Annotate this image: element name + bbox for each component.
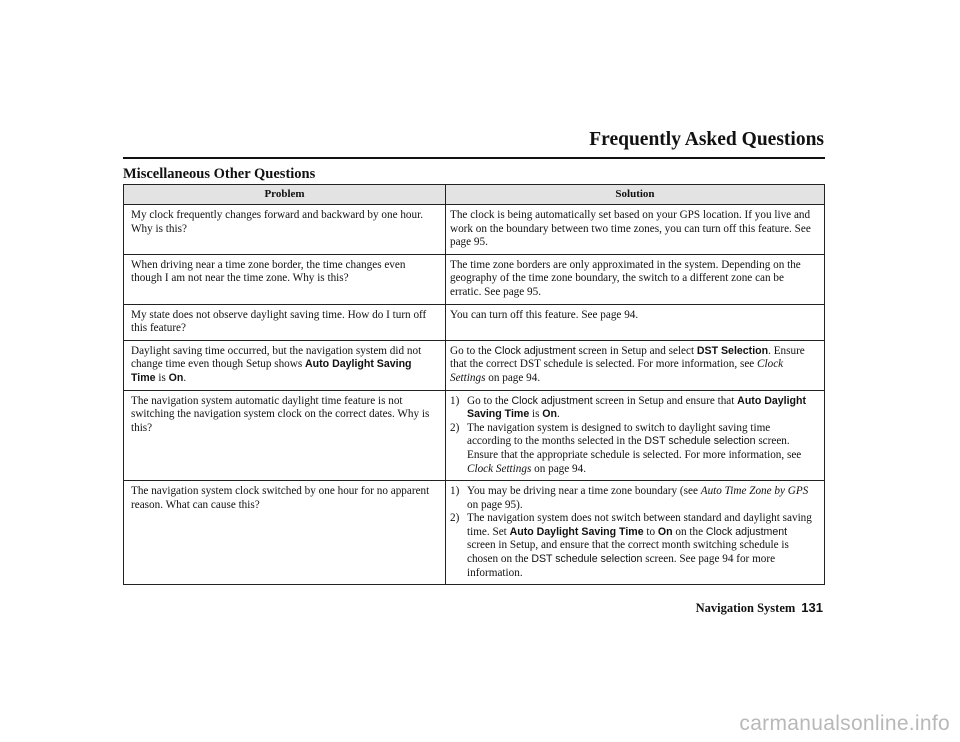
table-row	[124, 205, 824, 255]
setting-value: On	[542, 408, 557, 421]
footer-label: Navigation System	[695, 601, 796, 615]
solution-cell: Go to the Clock adjustment screen in Setup and select DST Selection. Ensure that the correct DST schedule is selected. For more information, see Clock Settings on page 94.	[450, 344, 805, 384]
screen-name: Clock adjustment	[511, 394, 593, 407]
solution-column-header: Solution	[615, 187, 655, 200]
site-watermark: carmanualsonline.info	[739, 712, 950, 735]
solution-cell: The time zone borders are only approximated in the system. Depending on the geography of the time zone boundary, the switch to a different zone can be erratic. See page 95.	[450, 258, 801, 298]
table-row	[124, 481, 824, 584]
screen-name: DST schedule selection	[531, 553, 643, 566]
faq-table	[123, 184, 825, 585]
solution-cell: You can turn off this feature. See page 94.	[450, 308, 639, 321]
screen-name: DST schedule selection	[644, 435, 756, 448]
table-row	[124, 305, 824, 341]
table-header-row	[124, 185, 824, 205]
setting-value: On	[168, 371, 184, 384]
solution-cell: The clock is being automatically set based on your GPS location. If you live and work on the boundary between two time zones, you can turn off this feature. See page 95.	[450, 209, 811, 249]
problem-cell: When driving near a time zone border, the time changes even though I am not near the time zone. Why is this?	[124, 255, 446, 304]
page-footer	[696, 600, 823, 616]
problem-column-header: Problem	[124, 185, 446, 204]
cross-reference: Clock Settings	[450, 358, 784, 384]
menu-option: DST Selection	[696, 344, 769, 357]
problem-cell: My state does not observe daylight saving time. How do I turn off this feature?	[124, 305, 446, 340]
screen-name: Clock adjustment	[705, 525, 788, 538]
header-divider	[123, 157, 825, 159]
page-number: 131	[801, 600, 823, 615]
setting-name: Auto Daylight Saving Time	[131, 358, 412, 384]
problem-cell: My clock frequently changes forward and backward by one hour. Why is this?	[124, 205, 446, 254]
list-item: 1) You may be driving near a time zone boundary (see Auto Time Zone by GPS on page 95).	[450, 485, 809, 511]
table-row	[124, 255, 824, 305]
page-header-title: Frequently Asked Questions	[589, 129, 824, 150]
cross-reference: Auto Time Zone by GPS	[700, 485, 809, 498]
setting-name: Auto Daylight Saving Time	[509, 525, 644, 538]
list-item: 1) Go to the Clock adjustment screen in Setup and ensure that Auto Daylight Saving Time is On.	[450, 394, 807, 421]
cross-reference: Clock Settings	[467, 462, 532, 475]
table-row	[124, 391, 824, 482]
section-title: Miscellaneous Other Questions	[123, 166, 316, 182]
table-row	[124, 341, 824, 391]
problem-cell: The navigation system clock switched by one hour for no apparent reason. What can cause this?	[124, 481, 446, 584]
setting-name: Auto Daylight Saving Time	[467, 394, 807, 421]
solution-cell	[446, 391, 824, 481]
problem-cell: Daylight saving time occurred, but the navigation system did not change time even though Setup shows Auto Daylight Saving Time is On.	[124, 341, 446, 390]
setting-value: On	[657, 525, 673, 538]
list-item: 2) The navigation system does not switch between standard and daylight saving time. Set Auto Daylight Saving Time to On on the Clock adjustment screen in Setup, and ensure that the correct month switching schedule is chosen on the DST schedule selection screen. See page 94 for more information.	[450, 512, 812, 579]
list-item: 2) The navigation system is designed to switch to daylight saving time according to the months selected in the DST schedule selection screen. Ensure that the appropriate schedule is selected. For more information, see Clock Settings on page 94.	[450, 421, 802, 475]
screen-name: Clock adjustment	[494, 344, 576, 357]
problem-cell: The navigation system automatic daylight time feature is not switching the navigation system clock on the correct dates. Why is this?	[124, 391, 446, 481]
solution-cell	[446, 481, 824, 584]
